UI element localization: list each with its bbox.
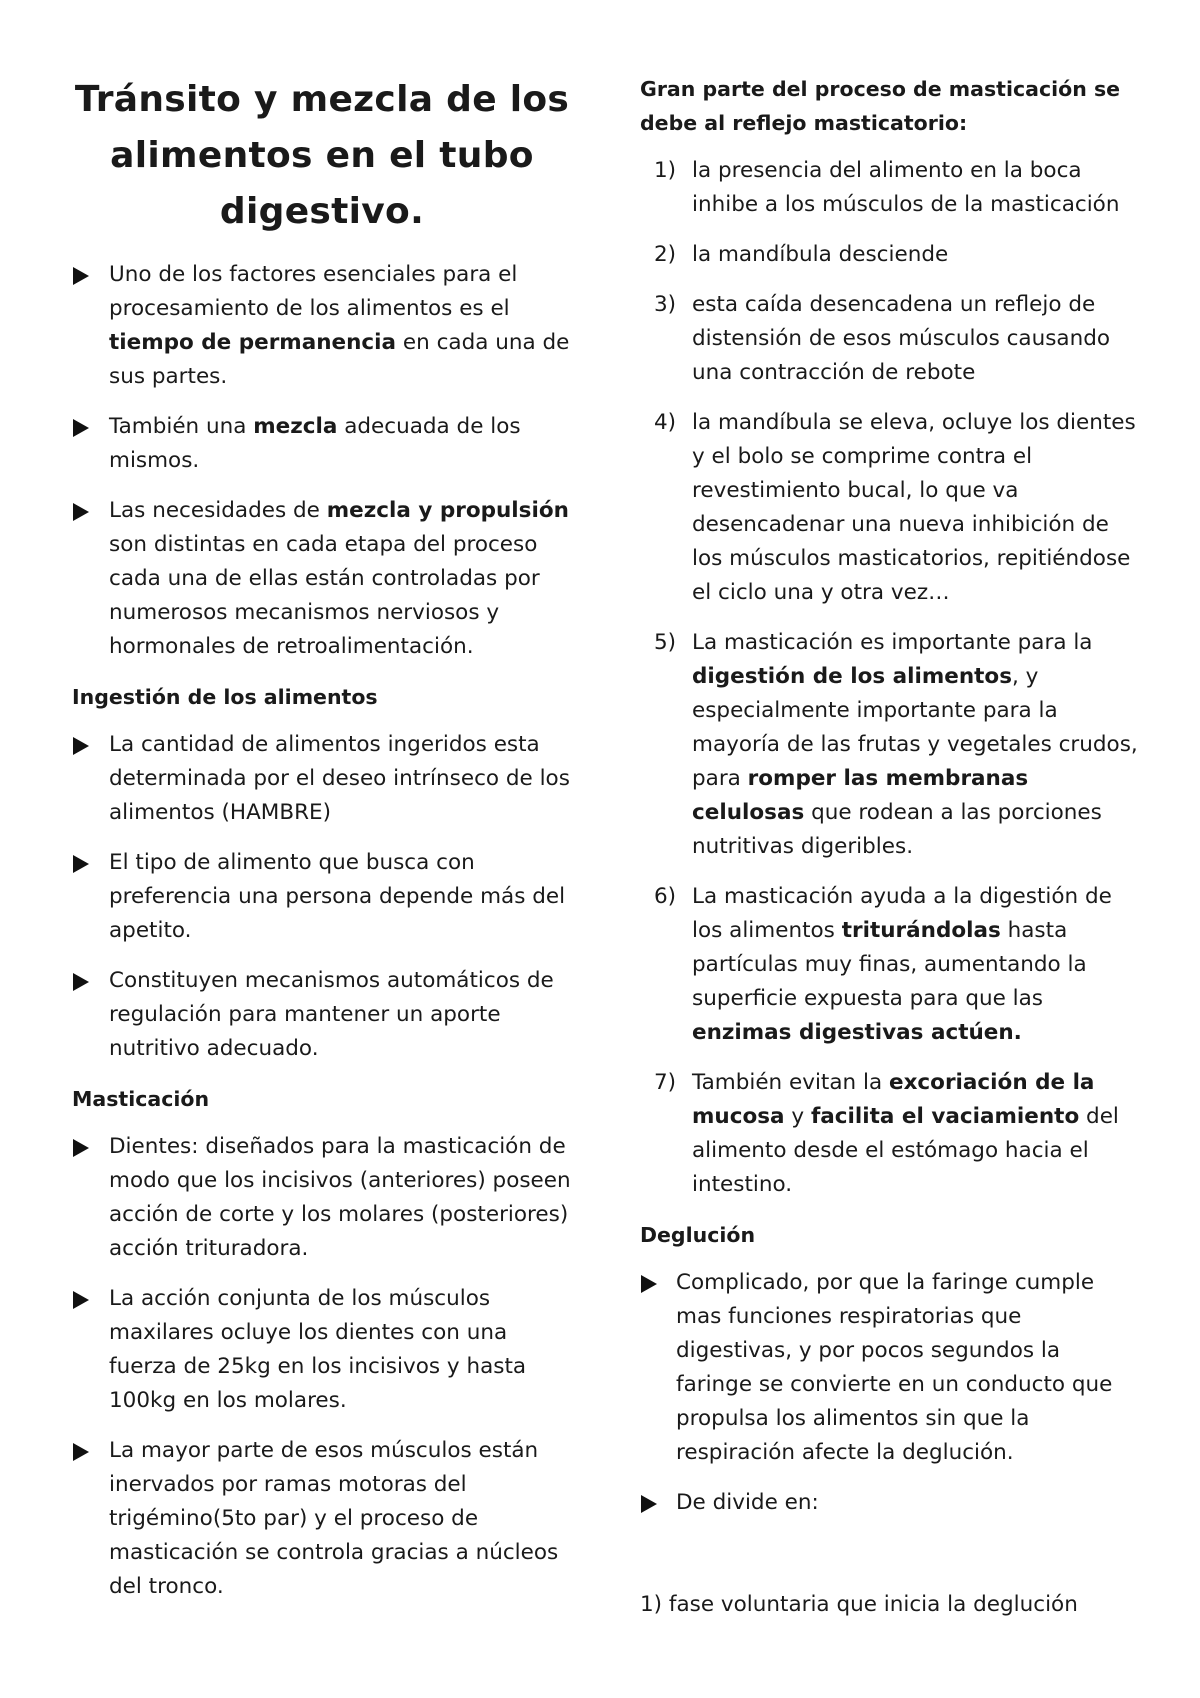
arrow-bullet-icon xyxy=(73,1139,89,1157)
text-run: la presencia del alimento en la boca inhibe a los músculos de la masticación xyxy=(692,158,1120,217)
arrow-bullet-icon xyxy=(641,1495,657,1513)
numbered-item xyxy=(640,880,1140,1050)
list-item xyxy=(72,1130,572,1266)
arrow-bullet-icon xyxy=(73,267,89,285)
ingestion-bullet-list xyxy=(72,728,572,1066)
numbered-item xyxy=(640,238,1140,272)
text-run: La masticación es importante para la xyxy=(692,630,1093,655)
bold-text: romper las membranas celulosas xyxy=(692,766,1029,825)
text-run: Constituyen mecanismos automáticos de regulación para mantener un aporte nutritivo adecuado. xyxy=(109,968,554,1061)
numbered-item xyxy=(640,626,1140,864)
text-run: La mayor parte de esos músculos están inervados por ramas motoras del trigémino(5to par) y el proceso de masticación se controla gracias a núcleos del tronco. xyxy=(109,1438,559,1599)
bold-text: mezcla xyxy=(253,414,338,439)
numbered-item xyxy=(640,1066,1140,1202)
arrow-bullet-icon xyxy=(73,973,89,991)
text-run: La masticación ayuda a la digestión de los alimentos xyxy=(692,884,1112,943)
numbered-item xyxy=(640,406,1140,610)
page-title: Tránsito y mezcla de los alimentos en el tubo digestivo. xyxy=(74,79,570,232)
arrow-bullet-icon xyxy=(73,503,89,521)
phase-1-text: 1) fase voluntaria que inicia la deglución xyxy=(640,1592,1078,1617)
item-number: 7) xyxy=(654,1070,677,1095)
arrow-bullet-icon xyxy=(73,419,89,437)
text-run: en cada una de sus partes. xyxy=(109,330,570,389)
bold-text: tiempo de permanencia xyxy=(109,330,397,355)
arrow-bullet-icon xyxy=(73,737,89,755)
intro-bullet-list xyxy=(72,258,572,664)
text-run: También una xyxy=(109,414,254,439)
list-item xyxy=(72,846,572,948)
item-number: 3) xyxy=(654,292,677,317)
arrow-bullet-icon xyxy=(73,1291,89,1309)
arrow-bullet-icon xyxy=(73,855,89,873)
arrow-bullet-icon xyxy=(641,1275,657,1293)
bold-text: digestión de los alimentos xyxy=(692,664,1013,689)
list-item xyxy=(72,728,572,830)
ingestion-heading: Ingestión de los alimentos xyxy=(72,685,378,709)
text-run: , y especialmente importante para la mayoría de las frutas y vegetales crudos, para xyxy=(692,664,1138,791)
item-number: 6) xyxy=(654,884,677,909)
list-item xyxy=(640,1486,1140,1520)
text-run: hasta partículas muy finas, aumentando la superficie expuesta para que las xyxy=(692,918,1087,1011)
bold-text: excoriación de la mucosa xyxy=(692,1070,1095,1129)
text-run: la mandíbula desciende xyxy=(692,242,949,267)
text-run: Complicado, por que la faringe cumple mas funciones respiratorias que digestivas, y por pocos segundos la faringe se convierte en un conducto que propulsa los alimentos sin que la respiración afecte la deglución. xyxy=(676,1270,1113,1465)
list-item xyxy=(72,1282,572,1418)
item-number: 5) xyxy=(654,630,677,655)
text-run: La cantidad de alimentos ingeridos esta determinada por el deseo intrínseco de los alimentos (HAMBRE) xyxy=(109,732,570,825)
reflex-steps-list xyxy=(640,154,1140,1202)
text-run: Las necesidades de xyxy=(109,498,327,523)
list-item xyxy=(72,1434,572,1604)
text-run: De divide en: xyxy=(676,1490,819,1515)
mastication-bullet-list xyxy=(72,1130,572,1604)
right-column xyxy=(640,72,1140,1536)
left-column xyxy=(72,72,572,1620)
text-run: que rodean a las porciones nutritivas digeribles. xyxy=(692,800,1102,859)
text-run: esta caída desencadena un reflejo de distensión de esos músculos causando una contracción de rebote xyxy=(692,292,1111,385)
bold-text: mezcla y propulsión xyxy=(326,498,569,523)
text-run: del alimento desde el estómago hacia el intestino. xyxy=(692,1104,1119,1197)
text-run: la mandíbula se eleva, ocluye los dientes y el bolo se comprime contra el revestimiento bucal, lo que va desencadenar una nueva inhibición de los músculos masticatorios, repitiéndose el ciclo una y otra vez… xyxy=(692,410,1136,605)
text-run: Uno de los factores esenciales para el procesamiento de los alimentos es el xyxy=(109,262,518,321)
list-item xyxy=(72,410,572,478)
text-run: Dientes: diseñados para la masticación de modo que los incisivos (anteriores) poseen acción de corte y los molares (posteriores) acción trituradora. xyxy=(109,1134,571,1261)
list-item xyxy=(72,494,572,664)
mastication-heading: Masticación xyxy=(72,1087,210,1111)
deglution-heading: Deglución xyxy=(640,1223,756,1247)
bold-text: enzimas digestivas actúen. xyxy=(692,1020,1022,1045)
bold-text: triturándolas xyxy=(841,918,1001,943)
list-item xyxy=(640,1266,1140,1470)
deglution-bullet-list xyxy=(640,1266,1140,1520)
item-number: 1) xyxy=(654,158,677,183)
item-number: 2) xyxy=(654,242,677,267)
list-item xyxy=(72,258,572,394)
numbered-item xyxy=(640,288,1140,390)
text-run: adecuada de los mismos. xyxy=(109,414,521,473)
text-run: y xyxy=(784,1104,811,1129)
text-run: son distintas en cada etapa del proceso cada una de ellas están controladas por numerosos mecanismos nerviosos y hormonales de retroalimentación. xyxy=(109,532,540,659)
text-run: También evitan la xyxy=(692,1070,889,1095)
numbered-item xyxy=(640,154,1140,222)
reflex-intro: Gran parte del proceso de masticación se debe al reflejo masticatorio: xyxy=(640,77,1121,135)
list-item xyxy=(72,964,572,1066)
arrow-bullet-icon xyxy=(73,1443,89,1461)
text-run: El tipo de alimento que busca con preferencia una persona depende más del apetito. xyxy=(109,850,566,943)
text-run: La acción conjunta de los músculos maxilares ocluye los dientes con una fuerza de 25kg en los incisivos y hasta 100kg en los molares. xyxy=(109,1286,527,1413)
bold-text: facilita el vaciamiento xyxy=(810,1104,1080,1129)
item-number: 4) xyxy=(654,410,677,435)
